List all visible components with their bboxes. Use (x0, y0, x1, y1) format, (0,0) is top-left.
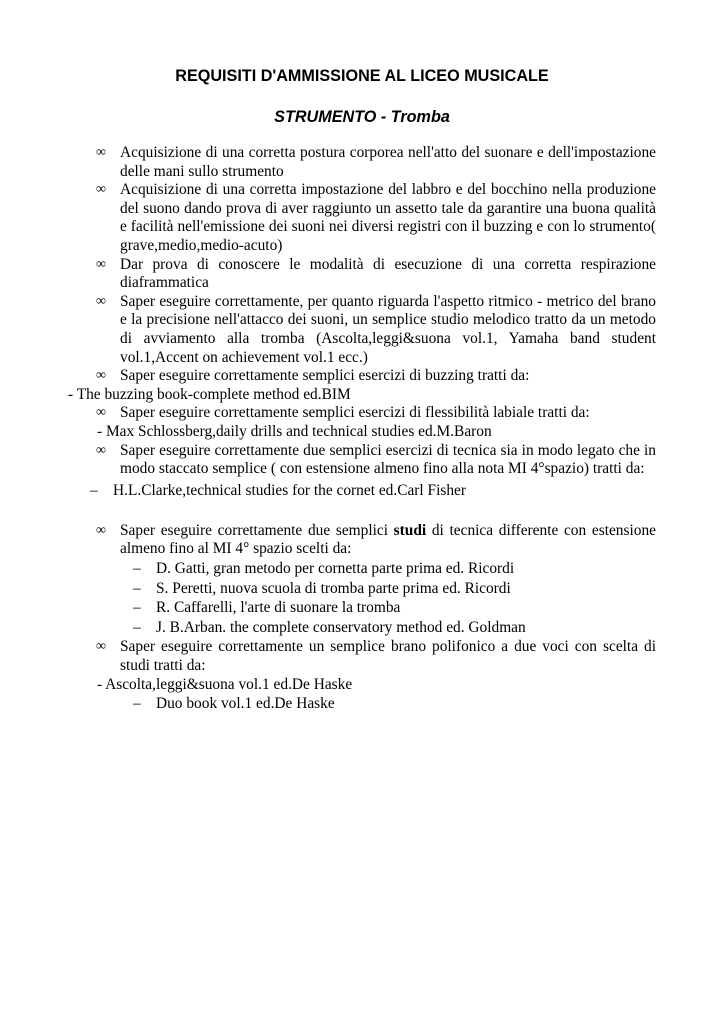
infinity-bullet-icon: ∞ (96, 256, 106, 272)
requirements-list (0, 144, 724, 714)
list-item (96, 521, 656, 559)
dash-marker: – (133, 618, 141, 636)
source-line: - Ascolta,leggi&suona vol.1 ed.De Haske (97, 675, 353, 693)
source-line (133, 579, 724, 599)
source-line (133, 618, 724, 638)
source-line (133, 695, 724, 714)
list-item (96, 255, 656, 293)
source-line-text: Duo book vol.1 ed.De Haske (156, 695, 335, 713)
dash-marker: – (90, 481, 98, 499)
source-line-text: J. B.Arban. the complete conservatory method ed. Goldman (156, 618, 526, 636)
infinity-bullet-icon: ∞ (96, 442, 106, 458)
dash-marker: – (133, 560, 141, 578)
list-item (96, 181, 656, 255)
infinity-bullet-icon: ∞ (96, 405, 106, 421)
source-line (133, 560, 724, 579)
infinity-bullet-icon: ∞ (96, 182, 106, 198)
infinity-bullet-icon: ∞ (96, 145, 106, 160)
list-item-text: Saper eseguire correttamente semplici esercizi di flessibilità labiale tratti da: (120, 404, 590, 422)
dash-marker: – (133, 695, 141, 713)
list-item (96, 441, 656, 479)
list-item-text: Acquisizione di una corretta impostazione del labbro e del bocchino nella produzione del suono dando prova di aver raggiunto un assetto tale da garantire una buona qualità e facilità nell'emissione dei suoni nei diversi registri con il buzzing e con lo strumento( grave,medio,medio-acuto) (120, 181, 656, 254)
infinity-bullet-icon: ∞ (96, 293, 106, 309)
source-line: - The buzzing book-complete method ed.BIM (68, 385, 351, 403)
list-item-text-bold: studi (393, 521, 427, 539)
list-item (96, 404, 656, 423)
page-subtitle: STRUMENTO - Tromba (274, 108, 450, 126)
list-item-text: Saper eseguire correttamente semplici esercizi di buzzing tratti da: (120, 367, 530, 385)
source-line-text: S. Peretti, nuova scuola di tromba parte prima ed. Ricordi (156, 579, 511, 597)
dash-marker: – (133, 579, 141, 597)
infinity-bullet-icon: ∞ (96, 522, 106, 538)
list-item (96, 638, 656, 675)
source-line: - Max Schlossberg,daily drills and technical studies ed.M.Baron (97, 422, 492, 440)
list-item (96, 367, 656, 386)
source-line-text: R. Caffarelli, l'arte di suonare la tromba (156, 599, 401, 617)
list-item-text: Saper eseguire correttamente, per quanto riguarda l'aspetto ritmico - metrico del brano e la precisione nell'attacco dei suoni, un semplice studio melodico tratto da un metodo di avviamento alla tromba (Ascolta,leggi&suona vol.1, Yamaha band student vol.1,Accent on achievement vol.1 ecc.) (120, 292, 656, 366)
spacer (0, 500, 724, 519)
source-line (133, 599, 724, 618)
list-item (96, 292, 656, 367)
list-item-text-lead: Saper eseguire correttamente due semplici (120, 521, 394, 539)
dash-marker: – (133, 599, 141, 617)
list-item-text: Saper eseguire correttamente un semplice brano polifonico a due voci con scelta di studi tratti da: (120, 638, 656, 675)
list-item-text: Saper eseguire correttamente due semplici esercizi di tecnica sia in modo legato che in modo staccato semplice ( con estensione almeno fino alla nota MI 4°spazio) tratti da: (120, 441, 656, 478)
infinity-bullet-icon: ∞ (96, 368, 106, 384)
list-item-text: Acquisizione di una corretta postura corporea nell'atto del suonare e dell'impostazione delle mani sullo strumento (120, 144, 656, 180)
list-item (96, 144, 656, 181)
list-item-text: Dar prova di conoscere le modalità di esecuzione di una corretta respirazione diaframmatica (120, 255, 656, 292)
source-line-text: H.L.Clarke,technical studies for the cornet ed.Carl Fisher (113, 481, 467, 499)
page-title: REQUISITI D'AMMISSIONE AL LICEO MUSICALE (175, 67, 549, 85)
list-item-text-tail: di tecnica differente con estensione almeno fino al MI 4° spazio scelti da: (120, 521, 656, 558)
source-line (90, 481, 724, 501)
source-line-text: D. Gatti, gran metodo per cornetta parte prima ed. Ricordi (156, 560, 515, 578)
infinity-bullet-icon: ∞ (96, 639, 106, 655)
